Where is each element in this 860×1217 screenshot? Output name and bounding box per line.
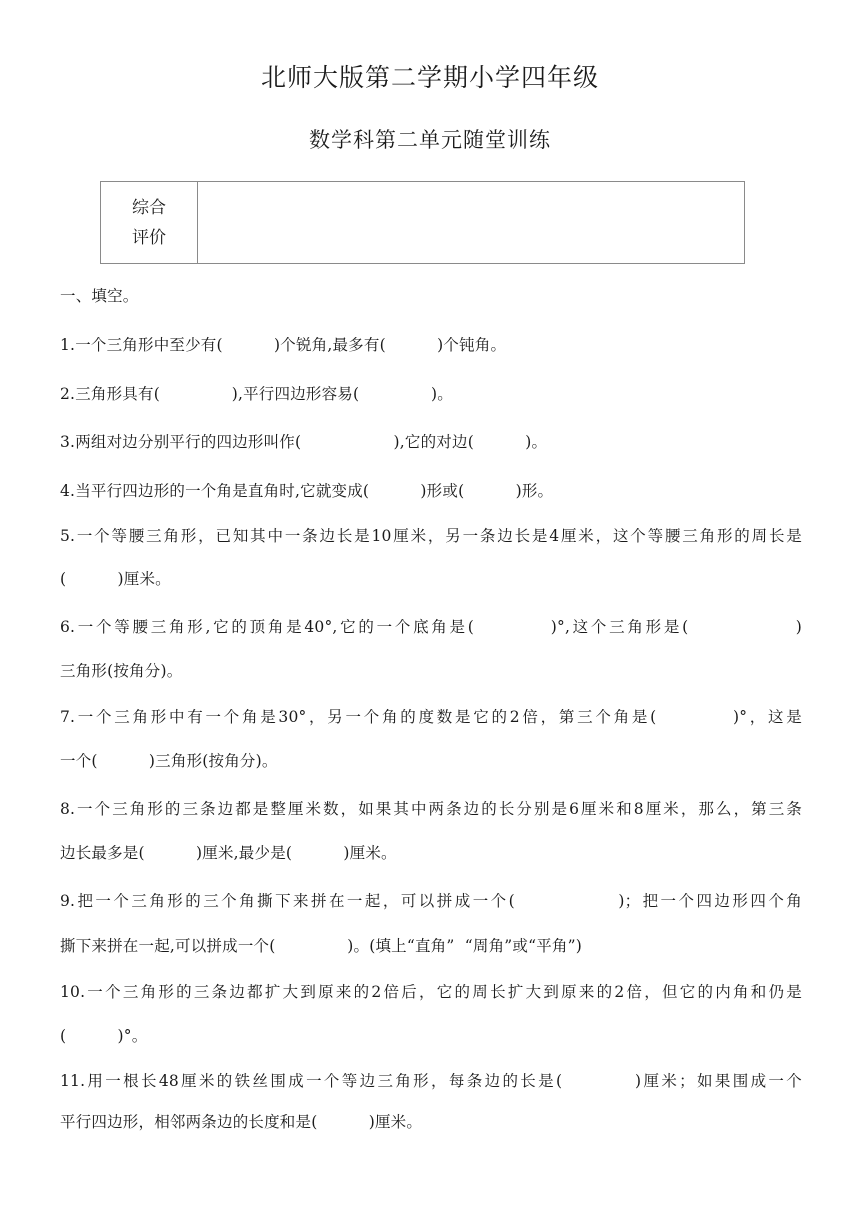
question-line: 11.用一根长48厘米的铁丝围成一个等边三角形，每条边的长是( )厘米；如果围成一个 bbox=[60, 1072, 802, 1090]
question-line: ( )°。 bbox=[60, 1027, 148, 1045]
question-line: 1.一个三角形中至少有( )个锐角,最多有( )个钝角。 bbox=[60, 336, 507, 354]
question-line: 平行四边形，相邻两条边的长度和是( )厘米。 bbox=[60, 1113, 423, 1131]
evaluation-table bbox=[100, 181, 745, 264]
evaluation-value-cell[interactable] bbox=[198, 182, 744, 263]
question-line: 3.两组对边分别平行的四边形叫作( ),它的对边( )。 bbox=[60, 433, 548, 451]
evaluation-label bbox=[101, 182, 198, 263]
question-line: 8.一个三角形的三条边都是整厘米数，如果其中两条边的长分别是6厘米和8厘米，那么，第三条 bbox=[60, 800, 802, 818]
page-title: 北师大版第二学期小学四年级 bbox=[260, 63, 599, 92]
question-line: 三角形(按角分)。 bbox=[60, 662, 183, 680]
question-line: 10.一个三角形的三条边都扩大到原来的2倍后，它的周长扩大到原来的2倍，但它的内角和仍是 bbox=[60, 983, 802, 1001]
question-line: 边长最多是( )厘米,最少是( )厘米。 bbox=[60, 844, 397, 862]
question-line: 6.一个等腰三角形,它的顶角是40°,它的一个底角是( )°,这个三角形是( ) bbox=[60, 618, 802, 636]
question-line: 9.把一个三角形的三个角撕下来拼在一起，可以拼成一个( )；把一个四边形四个角 bbox=[60, 892, 802, 910]
question-line: 5.一个等腰三角形，已知其中一条边长是10厘米，另一条边长是4厘米，这个等腰三角形的周长是 bbox=[60, 527, 802, 545]
question-line: 一个( )三角形(按角分)。 bbox=[60, 752, 278, 770]
question-line: 2.三角形具有( ),平行四边形容易( )。 bbox=[60, 385, 453, 403]
question-line: 撕下来拼在一起,可以拼成一个( )。(填上“直角” “周角”或“平角”) bbox=[60, 937, 582, 955]
question-line: 7.一个三角形中有一个角是30°，另一个角的度数是它的2倍，第三个角是( )°，这是 bbox=[60, 708, 802, 726]
evaluation-label-line2: 评价 bbox=[132, 227, 166, 248]
evaluation-label-line1: 综合 bbox=[132, 197, 166, 218]
question-line: 4.当平行四边形的一个角是直角时,它就变成( )形或( )形。 bbox=[60, 482, 554, 500]
page-subtitle: 数学科第二单元随堂训练 bbox=[309, 128, 551, 152]
question-line: ( )厘米。 bbox=[60, 570, 171, 588]
section-heading: 一、填空。 bbox=[60, 287, 139, 305]
